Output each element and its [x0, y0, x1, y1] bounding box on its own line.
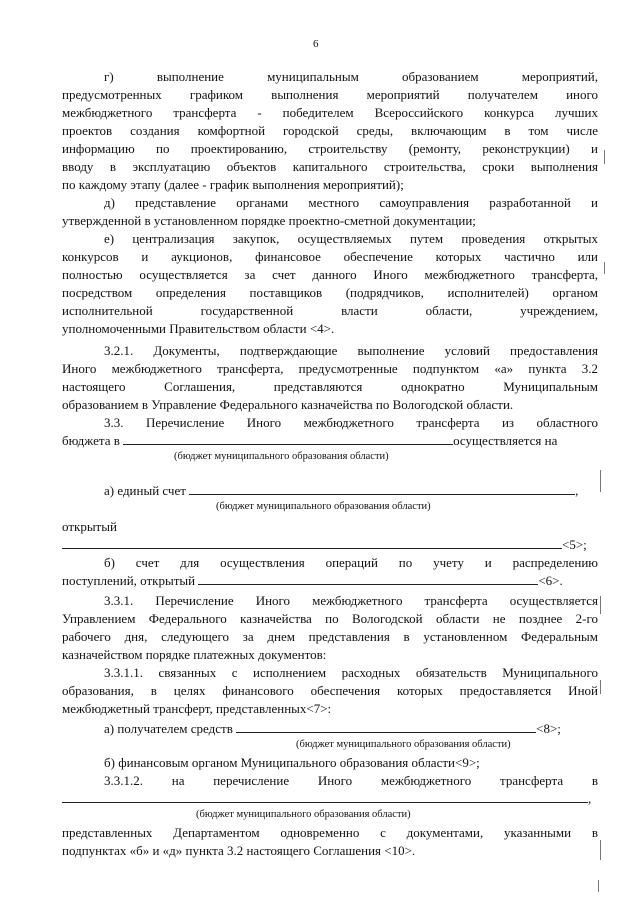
- recipient-line: [104, 720, 561, 737]
- transfer-comma: ,: [588, 791, 592, 806]
- caption-budget: (бюджет муниципального образования области): [296, 739, 511, 750]
- paragraph-3-3-line: 3.3. Перечисление Иного межбюджетного трансферта из областного: [104, 415, 598, 430]
- financial-body-line: б) финансовым органом Муниципального образования области<9>;: [104, 755, 480, 770]
- paragraph-g-line: по каждому этапу (далее - график выполнения мероприятий);: [62, 177, 404, 192]
- paragraph-g-line: информацию по проектированию, строительству (ремонту, реконструкции) и: [62, 141, 598, 156]
- paragraph-e-line: конкурсов и аукционов, финансовое обеспечение которых частично или: [62, 249, 598, 264]
- final-line: подпунктах «б» и «д» пункта 3.2 настоящего Соглашения <10>.: [62, 843, 416, 858]
- paragraph-g-line: проектов создания комфортной городской среды, включающим в том числе: [62, 123, 598, 138]
- paragraph-3-2-1-line: настоящего Соглашения, представляются однократно Муниципальным: [62, 379, 598, 394]
- paragraph-d-line: утвержденной в установленном порядке проектно-сметной документации;: [62, 213, 476, 228]
- paragraph-3-3-1-line: казначейством порядке платежных документов:: [62, 647, 327, 662]
- paragraph-3-3-1-line: Управлением Федерального казначейства по Вологодской области не позднее 2-го: [62, 611, 598, 626]
- opened-line: [62, 536, 587, 553]
- paragraph-3-3-1-2-blank-line: [62, 790, 591, 807]
- single-account-label: а) единый счет: [104, 483, 186, 498]
- paragraph-3-3-1-1-line: межбюджетный трансферт, представленных<7>:: [62, 701, 332, 716]
- budget-prefix: бюджета в: [62, 433, 120, 448]
- recipient-blank: [236, 720, 536, 733]
- scan-mark: [600, 470, 601, 492]
- caption-budget: (бюджет муниципального образования области): [216, 501, 431, 512]
- scan-mark: [598, 880, 599, 892]
- opened-blank: [62, 536, 562, 549]
- recipient-label: а) получателем средств: [104, 721, 233, 736]
- account-b-line: б) счет для осуществления операций по учету и распределению: [104, 555, 598, 570]
- paragraph-3-2-1-line: 3.2.1. Документы, подтверждающие выполнение условий предоставления: [104, 343, 598, 358]
- paragraph-3-3-1-1-line: образования, в целях финансового обеспечения которых предоставляется Иной: [62, 683, 598, 698]
- paragraph-3-3-1-line: 3.3.1. Перечисление Иного межбюджетного трансферта осуществляется: [104, 593, 598, 608]
- paragraph-e-line: исполнительной государственной власти области, учреждением,: [62, 303, 598, 318]
- account-b-opened-line: [62, 572, 563, 589]
- scan-mark: [600, 840, 601, 860]
- scan-mark: [604, 262, 605, 274]
- paragraph-3-3-1-line: рабочего дня, следующего за днем представления в установленном Федеральным: [62, 629, 598, 644]
- opened-label: открытый: [62, 519, 117, 534]
- scan-mark: [600, 596, 601, 614]
- final-line: представленных Департаментом одновременно с документами, указанными в: [62, 825, 598, 840]
- paragraph-e-line: е) централизация закупок, осуществляемых путем проведения открытых: [104, 231, 598, 246]
- budget-suffix: осуществляется на: [453, 433, 558, 448]
- account-b-blank: [198, 572, 538, 585]
- paragraph-g-line: межбюджетного трансферта - победителем Всероссийского конкурса лучших: [62, 105, 598, 120]
- single-account-blank: [189, 482, 575, 495]
- paragraph-e-line: полностью осуществляется за счет данного Иного межбюджетного трансферта,: [62, 267, 598, 282]
- caption-budget: (бюджет муниципального образования области): [174, 451, 389, 462]
- opened-ref: <5>;: [562, 537, 587, 552]
- paragraph-e-line: посредством определения поставщиков (подрядчиков, исполнителей) органом: [62, 285, 598, 300]
- transfer-blank: [62, 790, 588, 803]
- budget-blank: [123, 432, 453, 445]
- page-number: 6: [313, 38, 319, 50]
- paragraph-e-line: уполномоченными Правительством области <4>.: [62, 321, 335, 336]
- paragraph-3-3-1-1-line: 3.3.1.1. связанных с исполнением расходных обязательств Муниципального: [104, 665, 598, 680]
- single-account-line: [104, 482, 578, 499]
- paragraph-3-2-1-line: Иного межбюджетного трансферта, предусмотренные подпунктом «а» пункта 3.2: [62, 361, 598, 376]
- paragraph-3-2-1-line: образованием в Управление Федерального казначейства по Вологодской области.: [62, 397, 514, 412]
- caption-budget: (бюджет муниципального образования области): [196, 809, 411, 820]
- paragraph-g-line: вводу в эксплуатацию объектов капитального строительства, сроки выполнения: [62, 159, 598, 174]
- paragraph-g-line: предусмотренных графиком выполнения мероприятий получателем иного: [62, 87, 598, 102]
- account-b-ref: <6>.: [538, 573, 563, 588]
- paragraph-d-line: д) представление органами местного самоуправления разработанной и: [104, 195, 598, 210]
- paragraph-3-3-1-2-line: 3.3.1.2. на перечисление Иного межбюджетного трансферта в: [104, 773, 598, 788]
- account-b-prefix: поступлений, открытый: [62, 573, 196, 588]
- scan-mark: [600, 680, 601, 694]
- scan-mark: [604, 150, 605, 164]
- recipient-ref: <8>;: [536, 721, 561, 736]
- paragraph-3-3-budget-line: [62, 432, 557, 449]
- paragraph-g-line: г) выполнение муниципальным образованием мероприятий,: [104, 69, 598, 84]
- single-account-comma: ,: [575, 483, 579, 498]
